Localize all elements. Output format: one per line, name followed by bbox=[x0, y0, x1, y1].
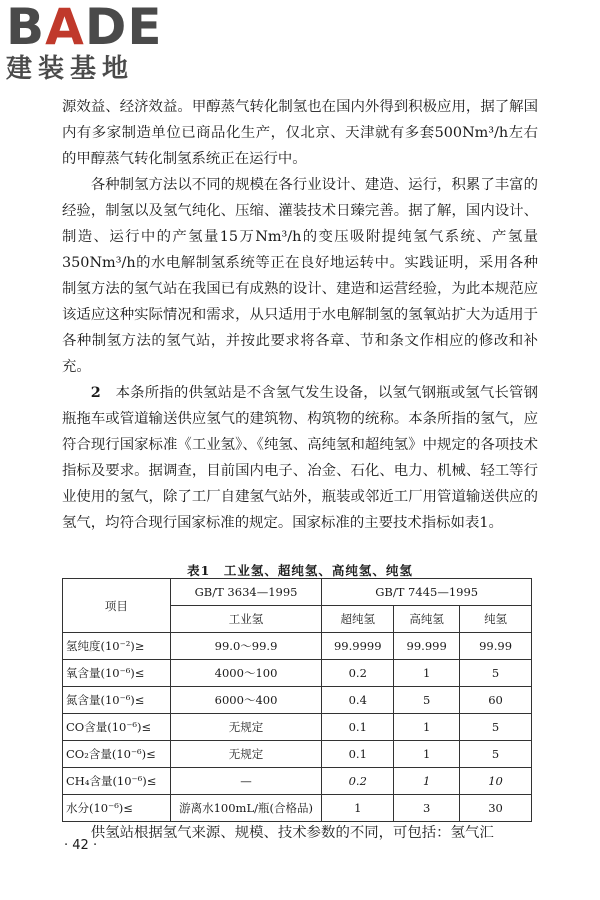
table-row: CO₂含量(10⁻⁶)≤ 无规定 0.1 1 5 bbox=[63, 741, 532, 768]
header-ultra-pure-h2: 超纯氢 bbox=[322, 606, 394, 633]
table-row: 水分(10⁻⁶)≤ 游离水100mL/瓶(合格品) 1 3 30 bbox=[63, 795, 532, 822]
logo-wordmark: BADE bbox=[6, 0, 163, 56]
paragraph-3: 2 本条所指的供氢站是不含氢气发生设备，以氢气钢瓶或氢气长管钢瓶拖车或管道输送供应氢气的建筑物、构筑物的统称。本条所指的氢气，应符合现行国家标准《工业氢》、《纯氢、高纯氢和超纯氢》中规定的各项技术指标及要求。据调查，目前国内电子、冶金、石化、电力、机械、轻工等行业使用的氢气，除了工厂自建氢气站外，瓶装或邻近工厂用管道输送供应的氢气，均符合现行国家标准的规定。国家标准的主要技术指标如表1。 bbox=[62, 384, 538, 531]
table-caption: 表1 工业氢、超纯氢、高纯氢、纯氢 bbox=[187, 563, 413, 578]
paragraph-2: 各种制氢方法以不同的规模在各行业设计、建造、运行，积累了丰富的经验，制氢以及氢气纯化、压缩、灌装技术日臻完善。据了解，国内设计、制造、运行中的产氢量15万Nm³/h的变压吸附提纯氢气系统、产氢量350Nm³/h的水电解制氢系统等正在良好地运转中。实践证明，采用各种制氢方法的氢气站在我国已有成熟的设计、建造和运营经验，为此本规范应该适应这种实际情况和需求，从只适用于水电解制氢的氢氧站扩大为适用于各种制氢方法的氢气站，并按此要求将各章、节和条文作相应的修改和补充。 bbox=[62, 177, 538, 375]
table-header-row bbox=[63, 579, 532, 606]
header-item: 项目 bbox=[63, 579, 171, 633]
table-row: 氢纯度(10⁻²)≥ 99.0～99.9 99.9999 99.999 99.99 bbox=[63, 633, 532, 660]
table-row: 氮含量(10⁻⁶)≤ 6000～400 0.4 5 60 bbox=[63, 687, 532, 714]
clause-number: 2 bbox=[90, 384, 101, 401]
logo-subtitle: 建装基地 bbox=[6, 54, 135, 84]
bade-logo bbox=[6, 2, 186, 90]
hydrogen-spec-table bbox=[62, 578, 532, 822]
body-text bbox=[62, 94, 538, 536]
header-std2: GB/T 7445—1995 bbox=[322, 579, 532, 606]
paragraph-1: 源效益、经济效益。甲醇蒸气转化制氢也在国内外得到积极应用，据了解国内有多家制造单位已商品化生产，仅北京、天津就有多套500Nm³/h左右的甲醇蒸气转化制氢系统正在运行中。 bbox=[62, 99, 538, 167]
header-high-pure-h2: 高纯氢 bbox=[394, 606, 460, 633]
table-row: CH₄含量(10⁻⁶)≤ — 0.2 1 10 bbox=[63, 768, 532, 795]
table-row: 氧含量(10⁻⁶)≤ 4000～100 0.2 1 5 bbox=[63, 660, 532, 687]
header-std1: GB/T 3634—1995 bbox=[170, 579, 322, 606]
paragraph-after-table: 供氢站根据氢气来源、规模、技术参数的不同，可包括：氢气汇 bbox=[90, 825, 494, 842]
table-row: CO含量(10⁻⁶)≤ 无规定 0.1 1 5 bbox=[63, 714, 532, 741]
header-pure-h2: 纯氢 bbox=[460, 606, 532, 633]
page-number: · 42 · bbox=[64, 838, 98, 853]
header-industrial-h2: 工业氢 bbox=[170, 606, 322, 633]
